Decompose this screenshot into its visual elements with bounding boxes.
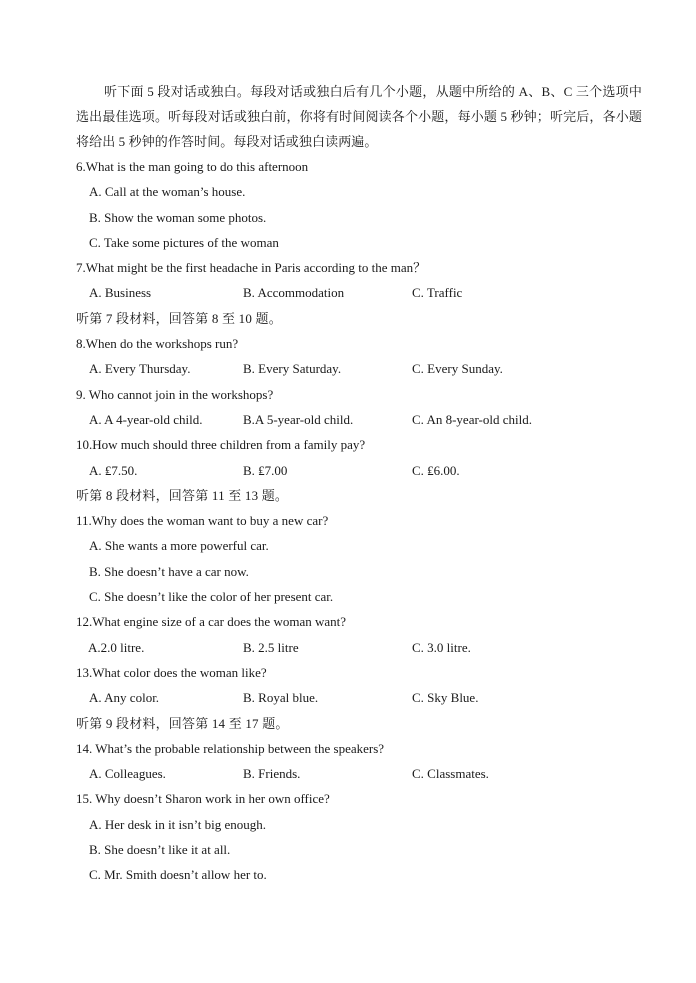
question-12-stem: 12.What engine size of a car does the woman want? [76, 614, 347, 630]
exam-page [76, 79, 642, 888]
question-15-option-a: A. Her desk in it isn’t big enough. [89, 816, 267, 832]
question-12-option-c: C. 3.0 litre. [412, 639, 471, 655]
question-15-option-c: C. Mr. Smith doesn’t allow her to. [89, 867, 267, 883]
question-14-stem: 14. What’s the probable relationship between the speakers? [76, 740, 385, 756]
question-6-option-a: A. Call at the woman’s house. [89, 184, 246, 200]
question-15-option-b: B. She doesn’t like it at all. [89, 842, 231, 858]
question-14-option-b: B. Friends. [243, 766, 301, 782]
section-heading-7: 听第 7 段材料，回答第 8 至 10 题。 [76, 310, 282, 326]
question-9-options [76, 407, 642, 432]
question-8-option-a: A. Every Thursday. [89, 361, 191, 377]
question-13-option-c: C. Sky Blue. [412, 690, 479, 706]
question-13-stem: 13.What color does the woman like? [76, 664, 267, 680]
question-8-option-b: B. Every Saturday. [243, 361, 342, 377]
question-8-options [76, 356, 642, 381]
question-14-options [76, 761, 642, 786]
question-7-option-a: A. Business [89, 285, 152, 301]
question-10-option-b: B. ₤7.00 [243, 462, 288, 478]
question-9-stem: 9. Who cannot join in the workshops? [76, 386, 274, 402]
question-13-option-b: B. Royal blue. [243, 690, 319, 706]
question-11-option-c: C. She doesn’t like the color of her present car. [89, 589, 334, 605]
question-7-option-b: B. Accommodation [243, 285, 345, 301]
question-15-stem: 15. Why doesn’t Sharon work in her own office? [76, 791, 330, 807]
question-8-stem: 8.When do the workshops run? [76, 336, 239, 352]
question-6-option-b: B. Show the woman some photos. [89, 209, 267, 225]
section-heading-8: 听第 8 段材料，回答第 11 至 13 题。 [76, 487, 289, 503]
question-11-stem: 11.Why does the woman want to buy a new car? [76, 513, 329, 529]
question-10-stem: 10.How much should three children from a family pay? [76, 437, 366, 453]
question-13-option-a: A. Any color. [89, 690, 160, 706]
question-12-option-a: A.2.0 litre. [88, 639, 145, 655]
question-9-option-c: C. An 8-year-old child. [412, 411, 532, 427]
question-11-option-b: B. She doesn’t have a car now. [89, 563, 249, 579]
question-12-options [76, 635, 642, 660]
question-10-option-a: A. ₤7.50. [89, 462, 138, 478]
question-7-options [76, 280, 642, 305]
question-10-option-c: C. ₤6.00. [412, 462, 460, 478]
question-13-options [76, 685, 642, 710]
question-8-option-c: C. Every Sunday. [412, 361, 503, 377]
question-6-option-c: C. Take some pictures of the woman [89, 234, 279, 250]
question-12-option-b: B. 2.5 litre [243, 639, 299, 655]
section-heading-9: 听第 9 段材料，回答第 14 至 17 题。 [76, 715, 289, 731]
question-9-option-b: B.A 5-year-old child. [243, 411, 354, 427]
question-11-option-a: A. She wants a more powerful car. [89, 538, 269, 554]
instructions-paragraph: 听下面 5 段对话或独白。每段对话或独白后有几个小题，从题中所给的 A、B、C 三个选项中选出最佳选项。听每段对话或独白前，你将有时间阅读各个小题，每小题 5 秒钟；听完后，各小题将给出 5 秒钟的作答时间。每段对话或独白读两遍。 [76, 84, 642, 149]
question-6-stem: 6.What is the man going to do this afternoon [76, 159, 309, 174]
question-14-option-c: C. Classmates. [412, 766, 489, 782]
question-10-options [76, 458, 642, 483]
question-7-option-c: C. Traffic [412, 285, 463, 301]
question-14-option-a: A. Colleagues. [89, 766, 166, 782]
question-7-stem: 7.What might be the first headache in Paris according to the man？ [76, 260, 427, 276]
question-9-option-a: A. A 4-year-old child. [89, 411, 203, 427]
